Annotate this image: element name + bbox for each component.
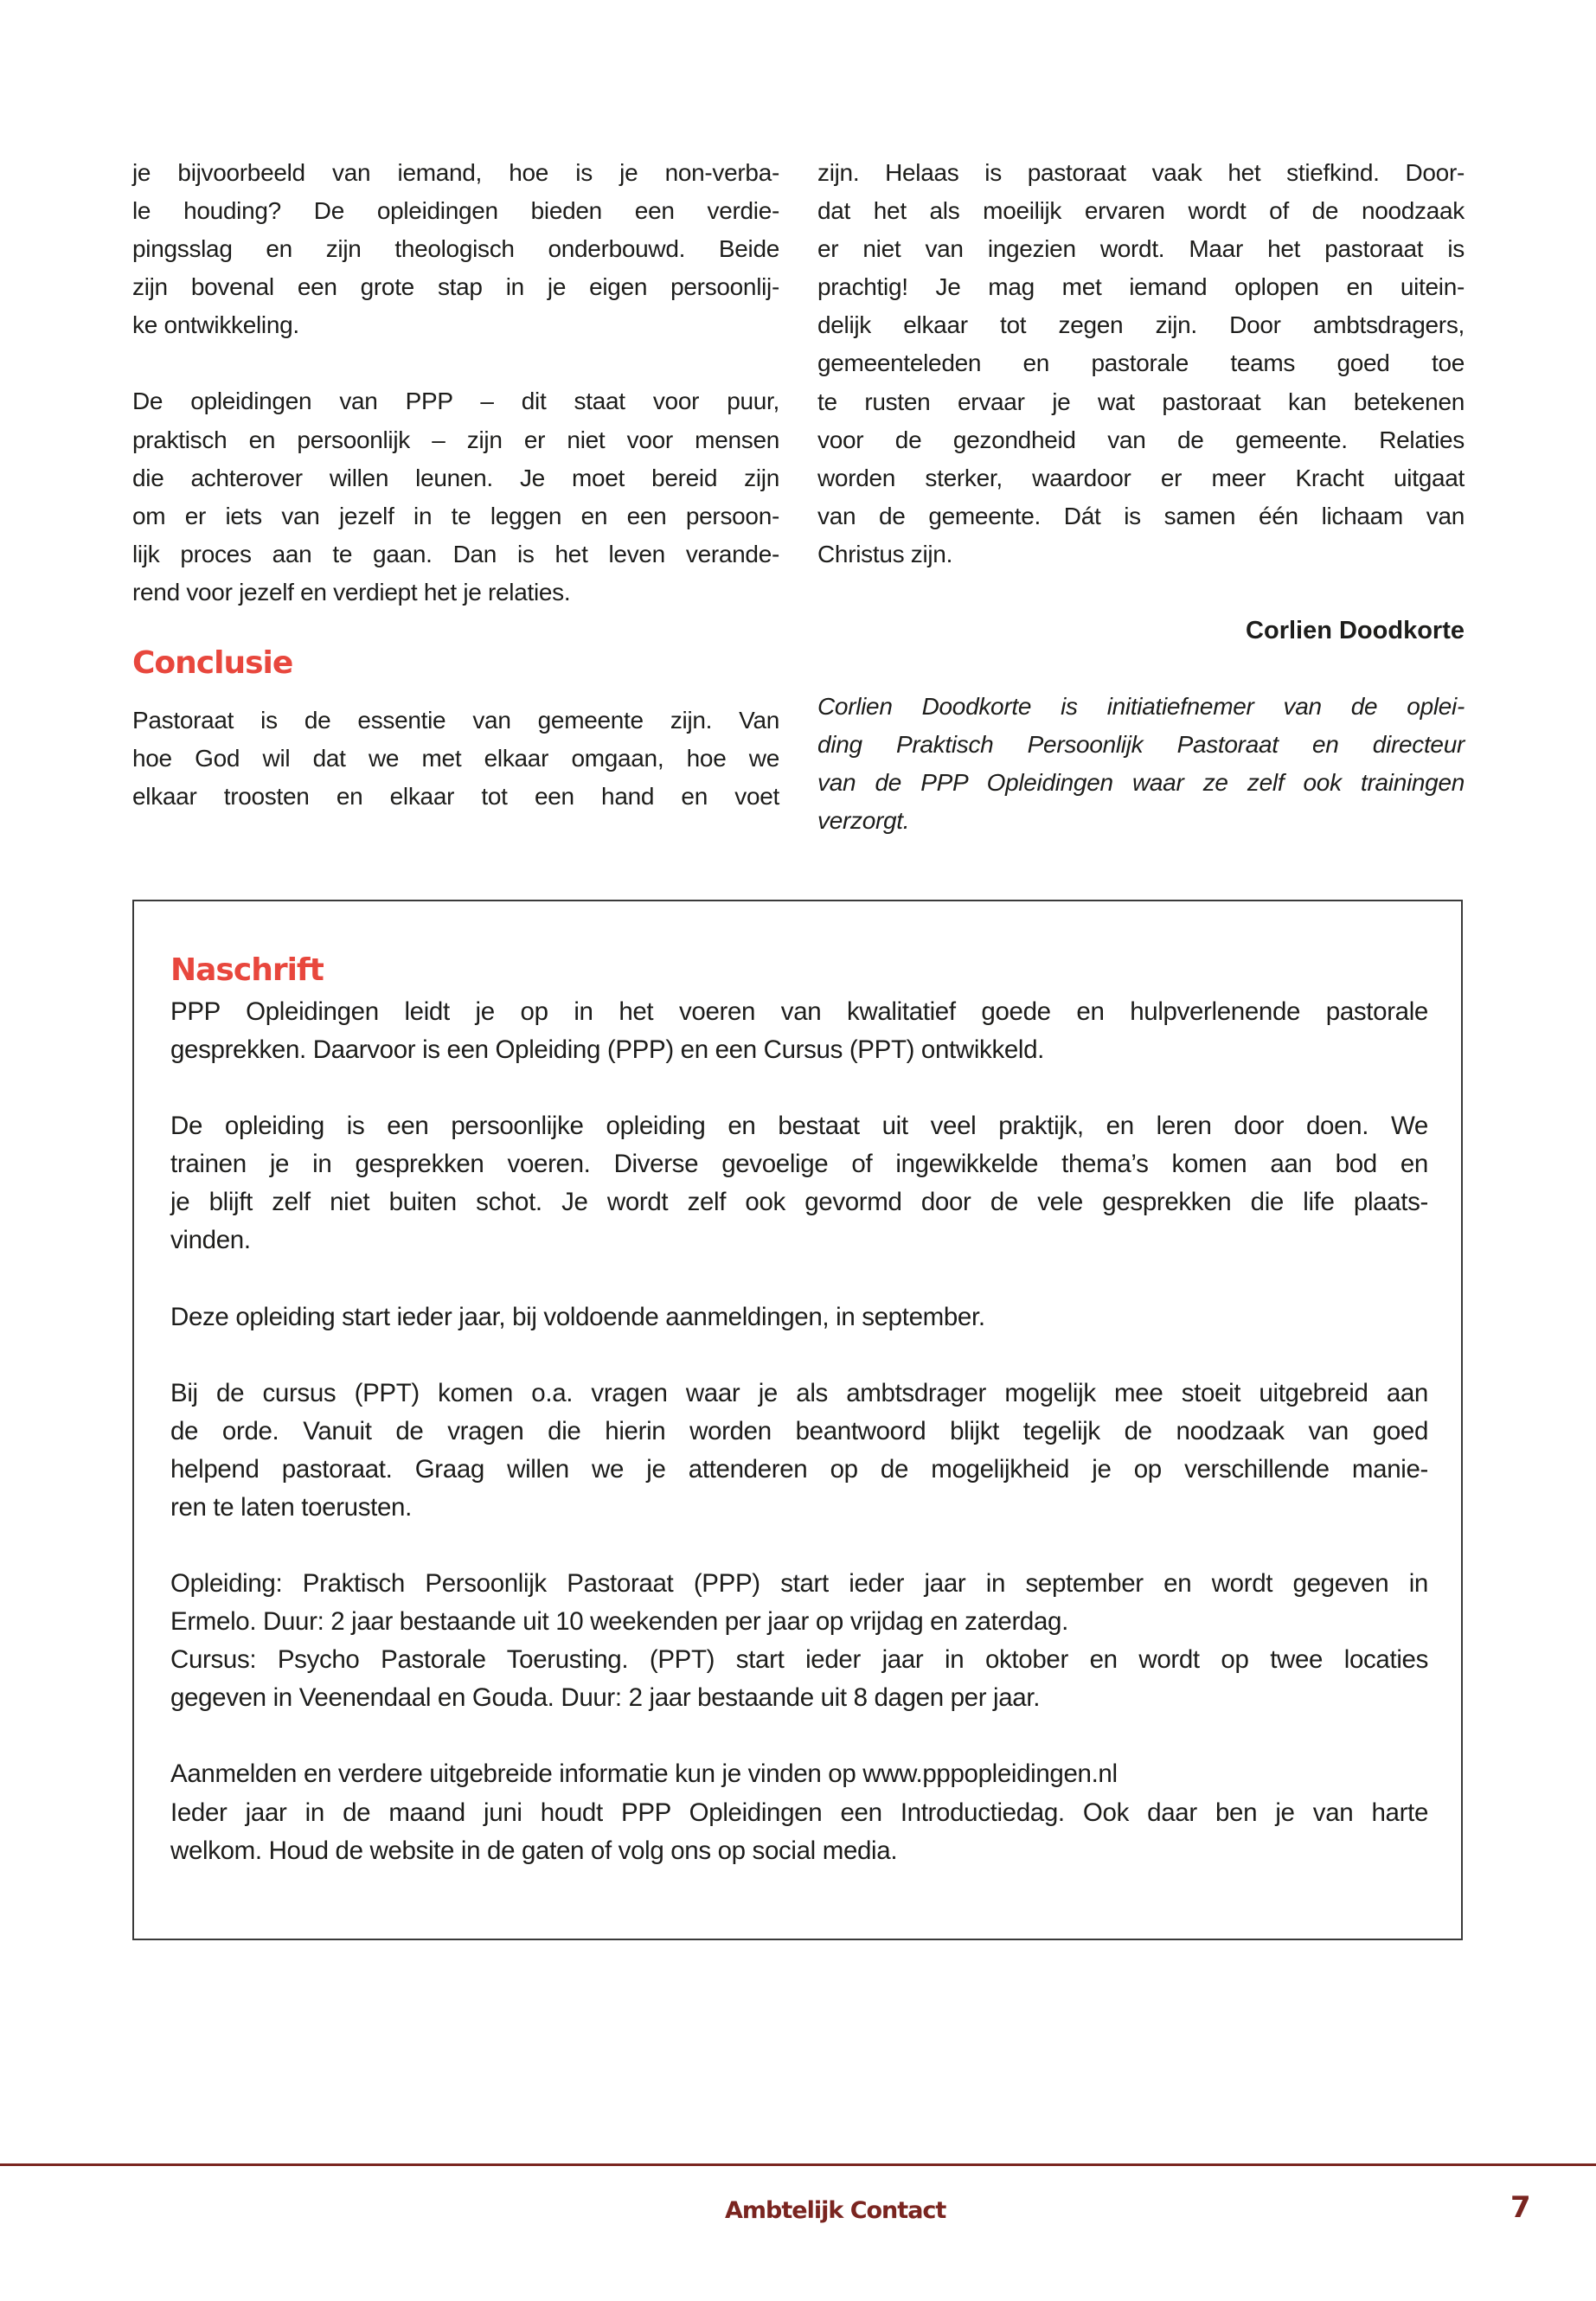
left-column — [132, 154, 779, 854]
text-line: de orde. Vanuit de vragen die hierin worden beantwoord blijkt tegelijk de noodzaak van goed — [170, 1416, 1428, 1445]
paragraph — [132, 702, 779, 816]
text-line: rend voor jezelf en verdiept het je relaties. — [132, 578, 571, 606]
text-line: Aanmelden en verdere uitgebreide informatie kun je vinden op www.pppopleidingen.nl — [170, 1759, 1118, 1789]
naschrift-box — [132, 900, 1463, 1940]
paragraph — [132, 154, 779, 344]
text-line: le houding? De opleidingen bieden een verdie- — [132, 197, 779, 225]
text-line: die achterover willen leunen. Je moet bereid zijn — [132, 464, 779, 491]
text-line: elkaar troosten en elkaar tot een hand en voet — [132, 783, 779, 811]
text-line: welkom. Houd de website in de gaten of volg ons op social media. — [170, 1836, 898, 1865]
text-line: je bijvoorbeeld van iemand, hoe is je non-verba- — [132, 159, 779, 186]
text-line: er niet van ingezien wordt. Maar het pastoraat is — [817, 235, 1465, 263]
text-line: praktisch en persoonlijk – zijn er niet voor mensen — [132, 426, 779, 453]
paragraph — [170, 1107, 1428, 1259]
text-line: helpend pastoraat. Graag willen we je attenderen op de mogelijkheid je op verschillende manie- — [170, 1454, 1428, 1484]
text-line: delijk elkaar tot zegen zijn. Door ambtsdragers, — [817, 311, 1465, 339]
text-line: pingsslag en zijn theologisch onderbouwd. Beide — [132, 235, 779, 263]
text-line: te rusten ervaar je wat pastoraat kan betekenen — [817, 388, 1465, 415]
text-line: Corlien Doodkorte is initiatiefnemer van de oplei- — [817, 693, 1465, 721]
right-column — [817, 154, 1465, 878]
paragraph — [170, 993, 1428, 1069]
text-line: zijn. Helaas is pastoraat vaak het stiefkind. Door- — [817, 159, 1465, 186]
heading-conclusie: Conclusie — [132, 645, 293, 682]
text-line: Ieder jaar in de maand juni houdt PPP Opleidingen een Introductiedag. Ook daar ben je van harte — [170, 1798, 1428, 1827]
footer-publication: Ambtelijk Contact — [725, 2197, 946, 2224]
text-line: Christus zijn. — [817, 540, 953, 567]
author-bio — [817, 688, 1465, 840]
text-line: Bij de cursus (PPT) komen o.a. vragen waar je als ambtsdrager mogelijk mee stoeit uitgebreid aan — [170, 1378, 1428, 1407]
paragraph — [170, 1375, 1428, 1527]
naschrift-paragraphs — [170, 993, 1428, 1870]
paragraph — [170, 1755, 1428, 1869]
text-line: ke ontwikkeling. — [132, 311, 299, 339]
paragraph — [132, 382, 779, 612]
footer-divider — [0, 2163, 1596, 2166]
text-line: je blijft zelf niet buiten schot. Je wordt zelf ook gevormd door de vele gesprekken die life plaats- — [170, 1188, 1428, 1217]
paragraph — [170, 1565, 1428, 1717]
text-line: PPP Opleidingen leidt je op in het voeren van kwalitatief goede en hulpverlenende pastorale — [170, 997, 1428, 1026]
text-line: van de PPP Opleidingen waar ze zelf ook trainingen — [817, 769, 1465, 797]
text-line: om er iets van jezelf in te leggen en een persoon- — [132, 502, 779, 529]
author-name: Corlien Doodkorte — [1246, 617, 1465, 645]
text-line: Ermelo. Duur: 2 jaar bestaande uit 10 weekenden per jaar op vrijdag en zaterdag. — [170, 1607, 1068, 1637]
text-line: Cursus: Psycho Pastorale Toerusting. (PPT) start ieder jaar in oktober en wordt op twee locaties — [170, 1645, 1428, 1675]
text-line: worden sterker, waardoor er meer Kracht uitgaat — [817, 464, 1465, 491]
text-line: voor de gezondheid van de gemeente. Relaties — [817, 426, 1465, 453]
text-line: prachtig! Je mag met iemand oplopen en uitein- — [817, 273, 1465, 301]
text-line: van de gemeente. Dát is samen één lichaam van — [817, 502, 1465, 529]
text-line: lijk proces aan te gaan. Dan is het leven verande- — [132, 540, 779, 567]
text-line: De opleidingen van PPP – dit staat voor puur, — [132, 388, 779, 415]
text-line: dat het als moeilijk ervaren wordt of de noodzaak — [817, 197, 1465, 225]
text-line: trainen je in gesprekken voeren. Diverse gevoelige of ingewikkelde thema’s komen aan bod en — [170, 1150, 1428, 1179]
text-line: verzorgt. — [817, 807, 910, 835]
text-line: ding Praktisch Persoonlijk Pastoraat en directeur — [817, 731, 1465, 759]
text-line: gegeven in Veenendaal en Gouda. Duur: 2 jaar bestaande uit 8 dagen per jaar. — [170, 1683, 1041, 1713]
text-line: vinden. — [170, 1226, 251, 1255]
text-line: Deze opleiding start ieder jaar, bij voldoende aanmeldingen, in september. — [170, 1302, 985, 1331]
paragraph — [817, 154, 1465, 574]
paragraph — [170, 1298, 1428, 1336]
text-line: gemeenteleden en pastorale teams goed toe — [817, 349, 1465, 377]
text-line: De opleiding is een persoonlijke opleiding en bestaat uit veel praktijk, en leren door doen. We — [170, 1112, 1428, 1141]
text-line: Pastoraat is de essentie van gemeente zijn. Van — [132, 707, 779, 734]
text-line: Opleiding: Praktisch Persoonlijk Pastoraat (PPP) start ieder jaar in september en wordt gegeven in — [170, 1569, 1428, 1599]
heading-naschrift: Naschrift — [170, 952, 324, 988]
text-line: zijn bovenal een grote stap in je eigen persoonlij- — [132, 273, 779, 301]
page-number: 7 — [1510, 2190, 1531, 2225]
text-line: ren te laten toerusten. — [170, 1492, 412, 1522]
text-line: gesprekken. Daarvoor is een Opleiding (PPP) en een Cursus (PPT) ontwikkeld. — [170, 1035, 1045, 1065]
text-line: hoe God wil dat we met elkaar omgaan, hoe we — [132, 745, 779, 772]
